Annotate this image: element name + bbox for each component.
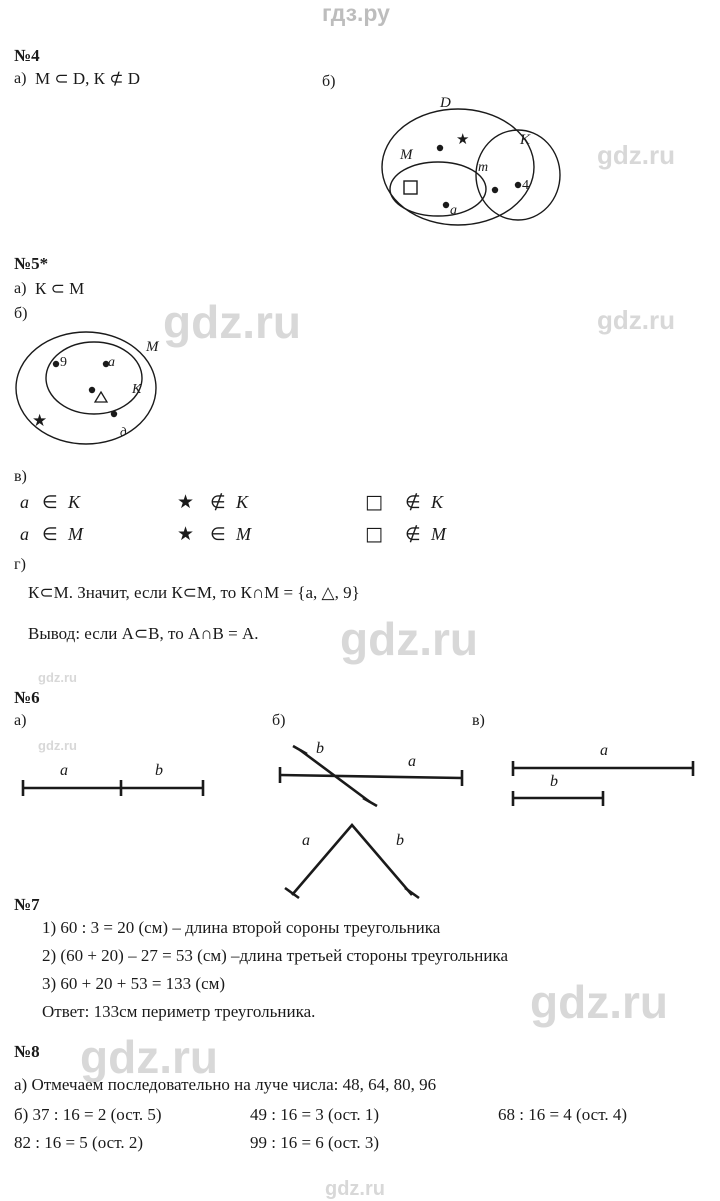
membership-relation: ∈ [42,492,58,512]
task8-part-a: а) Отмечаем последовательно на луче числа: 48, 64, 80, 96 [14,1075,437,1094]
task-number-5: №5* [14,254,49,273]
membership-set: К [68,492,80,512]
task6-b-label-a: a [408,753,416,770]
task5-part-a-label: а) [14,280,27,297]
membership-symbol: a [20,524,29,544]
task5-part-v-label: в) [14,468,27,485]
task6-b-label-a2: a [302,832,310,849]
task8-row2-col2: 99 : 16 = 6 (ост. 3) [250,1133,380,1152]
task6-a-label-a: a [60,762,68,779]
task6-b-label-b2: b [396,832,404,849]
task8-row1-col1: б) 37 : 16 = 2 (ост. 5) [14,1105,162,1124]
task6-v-label-a: a [600,742,608,759]
watermark: gdz.ru [597,140,675,170]
membership-set: М [431,524,446,544]
task4-part-b-label: б) [322,73,336,90]
task5-label-d: д [120,424,127,439]
task-number-6: №6 [14,688,40,707]
task7-line-3: 3) 60 + 20 + 53 = 133 (см) [42,974,226,993]
membership-set: М [236,524,251,544]
task6-part-b-label: б) [272,712,286,729]
watermark: gdz.ru [530,976,668,1028]
membership-set: К [431,492,443,512]
task5-part-b-label: б) [14,305,28,322]
membership-symbol: a [20,492,29,512]
task4-label-D: D [440,95,451,111]
watermark: gdz.ru [80,1031,218,1083]
task6-b-crossing-segments [272,740,472,900]
task6-part-v-label: в) [472,712,485,729]
watermark: gdz.ru [597,305,675,335]
watermark: gdz.ru [163,296,301,348]
watermark: gdz.ru [340,613,478,665]
watermark: gdz.ru [325,1178,385,1200]
task4-venn-diagram [380,95,570,235]
task-number-8: №8 [14,1042,40,1061]
task4-part-a-text: М ⊂ D, К ⊄ D [35,69,140,88]
task4-label-K: К [520,132,530,148]
task6-a-label-b: b [155,762,163,779]
membership-symbol: □ [365,491,383,513]
membership-relation: ∉ [405,524,421,544]
task5-line-2: Вывод: если А⊂В, то А∩В = А. [28,624,259,643]
task5-label-K: К [132,382,142,397]
task8-row2-col1: 82 : 16 = 5 (ост. 2) [14,1133,144,1152]
task4-label-m: m [478,160,489,175]
membership-symbol: □ [365,523,383,545]
membership-symbol: ★ [177,523,195,545]
task6-b-label-b: b [316,740,324,757]
svg-text:★: ★ [456,130,470,148]
task-number-7: №7 [14,895,40,914]
task5-label-a: a [108,355,115,370]
task7-line-2: 2) (60 + 20) – 27 = 53 (см) –длина третьей стороны треугольника [42,946,508,965]
task4-label-4: 4 [522,178,529,193]
membership-relation: ∈ [42,524,58,544]
svg-text:★: ★ [32,411,48,431]
task6-part-a-label: а) [14,712,27,729]
watermark: gdz.ru [38,670,77,685]
membership-relation: ∈ [210,524,226,544]
task4-label-M: М [400,147,413,163]
task-number-4: №4 [14,46,40,65]
task4-label-a: a [450,203,457,218]
task5-line-1: К⊂М. Значит, если К⊂М, то К∩М = {a, △, 9} [28,583,360,602]
task6-v-segments [508,760,703,810]
task5-part-g-label: г) [14,556,26,573]
membership-set: К [236,492,248,512]
membership-symbol: ★ [177,491,195,513]
task8-row1-col3: 68 : 16 = 4 (ост. 4) [498,1105,628,1124]
task8-row1-col2: 49 : 16 = 3 (ост. 1) [250,1105,380,1124]
task5-part-a-text: К ⊂ М [35,279,85,298]
task6-a-segments [18,778,213,798]
task7-line-4: Ответ: 133см периметр треугольника. [42,1002,316,1021]
task5-label-M: М [146,339,159,355]
membership-relation: ∉ [405,492,421,512]
watermark-top: гдз.ру [322,0,390,26]
task5-membership-grid [20,492,490,556]
task4-part-a-label: а) [14,70,27,87]
task7-line-1: 1) 60 : 3 = 20 (см) – длина второй сороны треугольника [42,918,441,937]
membership-relation: ∉ [210,492,226,512]
task5-label-9: 9 [60,355,67,370]
membership-set: М [68,524,83,544]
task6-v-label-b: b [550,773,558,790]
watermark: gdz.ru [38,738,77,753]
